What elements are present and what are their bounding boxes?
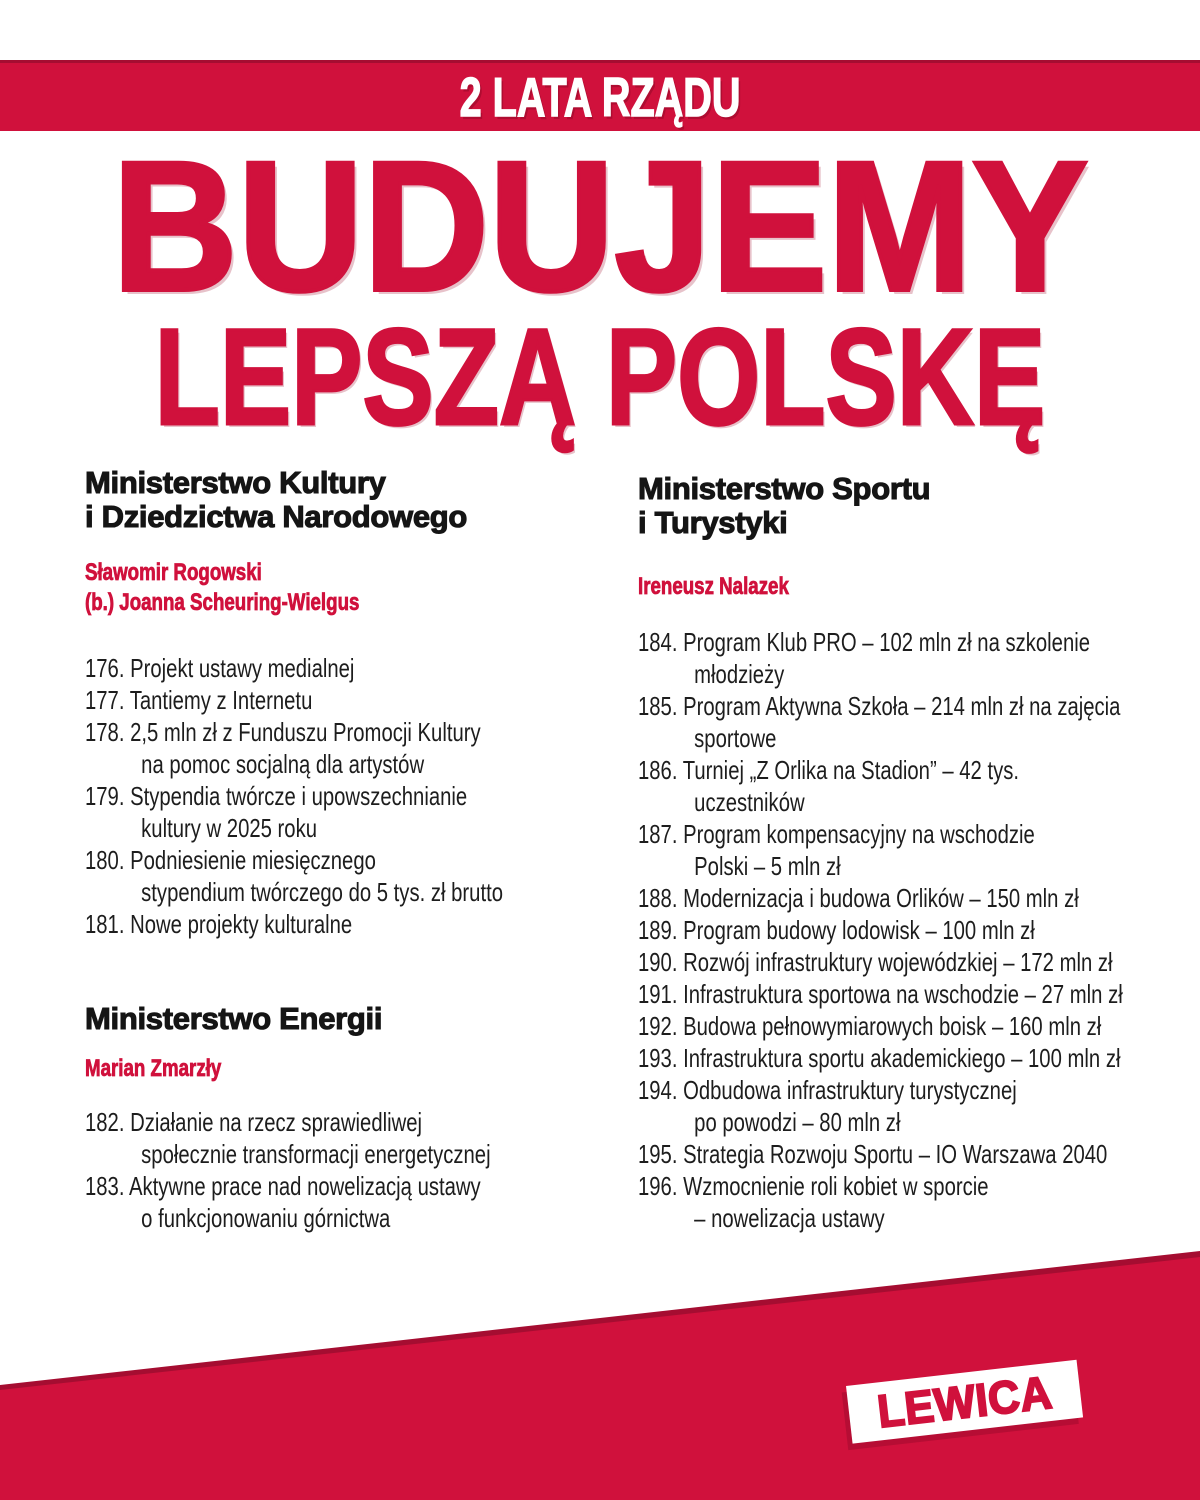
section-title-kultura-line1: Ministerstwo Kultury	[85, 465, 386, 500]
minister-name: Sławomir Rogowski	[85, 559, 262, 586]
main-title-line1-text: BUDUJEMY	[112, 124, 1088, 330]
list-item	[85, 780, 584, 844]
minister-name: Marian Zmarzły	[85, 1055, 222, 1082]
list-item	[85, 716, 584, 780]
list-item	[638, 1010, 1185, 1042]
list-item-continuation: na pomoc socjalną dla artystów	[141, 749, 425, 779]
list-item-text: 194. Odbudowa infrastruktury turystycznej	[638, 1075, 1017, 1105]
section-title-sport-line1: Ministerstwo Sportu	[638, 471, 931, 506]
left-column	[85, 466, 585, 1234]
list-item	[638, 914, 1185, 946]
minister-name: (b.) Joanna Scheuring-Wielgus	[85, 589, 360, 616]
list-item-text: 176. Projekt ustawy medialnej	[85, 653, 355, 683]
list-item-text: 190. Rozwój infrastruktury wojewódzkiej – 172 mln zł	[638, 947, 1113, 977]
list-item	[85, 1170, 584, 1234]
section-title-energia	[85, 1002, 585, 1036]
list-item-continuation: po powodzi – 80 mln zł	[694, 1107, 901, 1137]
ministers-kultura	[85, 558, 584, 618]
list-item	[638, 1170, 1185, 1234]
list-item-text: 179. Stypendia twórcze i upowszechnianie	[85, 781, 468, 811]
list-item-continuation: Polski – 5 mln zł	[694, 851, 841, 881]
list-item	[638, 882, 1185, 914]
list-item	[638, 978, 1185, 1010]
list-item-text: 191. Infrastruktura sportowa na wschodzie – 27 mln zł	[638, 979, 1123, 1009]
list-item	[638, 1138, 1185, 1170]
minister-name: Ireneusz Nalazek	[638, 573, 789, 600]
list-item-text: 185. Program Aktywna Szkoła – 214 mln zł na zajęcia	[638, 691, 1121, 721]
section-title-kultura-line2: i Dziedzictwa Narodowego	[85, 499, 468, 534]
list-item	[85, 844, 584, 908]
list-item	[638, 1074, 1185, 1138]
right-column	[638, 472, 1186, 1234]
list-item	[85, 908, 584, 940]
list-item-continuation: młodzieży	[694, 659, 785, 689]
ministers-energia	[85, 1054, 584, 1084]
items-list-energia	[85, 1106, 584, 1234]
list-item	[638, 690, 1185, 754]
ministers-sport	[638, 572, 1185, 602]
banner-label: 2 LATA RZĄDU	[459, 65, 741, 128]
list-item-text: 187. Program kompensacyjny na wschodzie	[638, 819, 1035, 849]
list-item-text: 180. Podniesienie miesięcznego	[85, 845, 376, 875]
section-title-sport-line2: i Turystyki	[638, 505, 788, 540]
list-item-continuation: stypendium twórczego do 5 tys. zł brutto	[141, 877, 503, 907]
items-list-kultura	[85, 652, 584, 940]
list-item-text: 184. Program Klub PRO – 102 mln zł na szkolenie	[638, 627, 1091, 657]
list-item-text: 193. Infrastruktura sportu akademickiego – 100 mln zł	[638, 1043, 1121, 1073]
list-item-text: 177. Tantiemy z Internetu	[85, 685, 313, 715]
list-item-text: 192. Budowa pełnowymiarowych boisk – 160 mln zł	[638, 1011, 1102, 1041]
list-item-text: 189. Program budowy lodowisk – 100 mln zł	[638, 915, 1035, 945]
section-title-kultura	[85, 466, 585, 534]
list-item-continuation: kultury w 2025 roku	[141, 813, 318, 843]
list-item-text: 196. Wzmocnienie roli kobiet w sporcie	[638, 1171, 989, 1201]
list-item	[638, 946, 1185, 978]
items-list-sport	[638, 626, 1185, 1234]
list-item-continuation: o funkcjonowaniu górnictwa	[141, 1203, 391, 1233]
list-item-text: 195. Strategia Rozwoju Sportu – IO Warszawa 2040	[638, 1139, 1108, 1169]
lewica-logo-text: LEWICA	[874, 1365, 1055, 1438]
list-item-text: 178. 2,5 mln zł z Funduszu Promocji Kultury	[85, 717, 481, 747]
list-item-text: 183. Aktywne prace nad nowelizacją ustawy	[85, 1171, 481, 1201]
list-item-text: 188. Modernizacja i budowa Orlików – 150 mln zł	[638, 883, 1079, 913]
list-item	[85, 684, 584, 716]
list-item	[638, 1042, 1185, 1074]
main-title-line2-text: LEPSZĄ POLSKĘ	[154, 301, 1046, 454]
list-item	[85, 1106, 584, 1170]
main-title-line2	[0, 299, 1200, 457]
section-title-sport	[638, 472, 1186, 540]
list-item	[638, 626, 1185, 690]
list-item-continuation: sportowe	[694, 723, 777, 753]
list-item-continuation: – nowelizacja ustawy	[694, 1203, 885, 1233]
list-item-text: 186. Turniej „Z Orlika na Stadion” – 42 tys.	[638, 755, 1019, 785]
list-item-continuation: uczestników	[694, 787, 805, 817]
list-item	[85, 652, 584, 684]
list-item	[638, 818, 1185, 882]
list-item-text: 182. Działanie na rzecz sprawiedliwej	[85, 1107, 423, 1137]
list-item-continuation: społecznie transformacji energetycznej	[141, 1139, 491, 1169]
section-title-energia-line1: Ministerstwo Energii	[85, 1001, 383, 1036]
list-item	[638, 754, 1185, 818]
list-item-text: 181. Nowe projekty kulturalne	[85, 909, 353, 939]
